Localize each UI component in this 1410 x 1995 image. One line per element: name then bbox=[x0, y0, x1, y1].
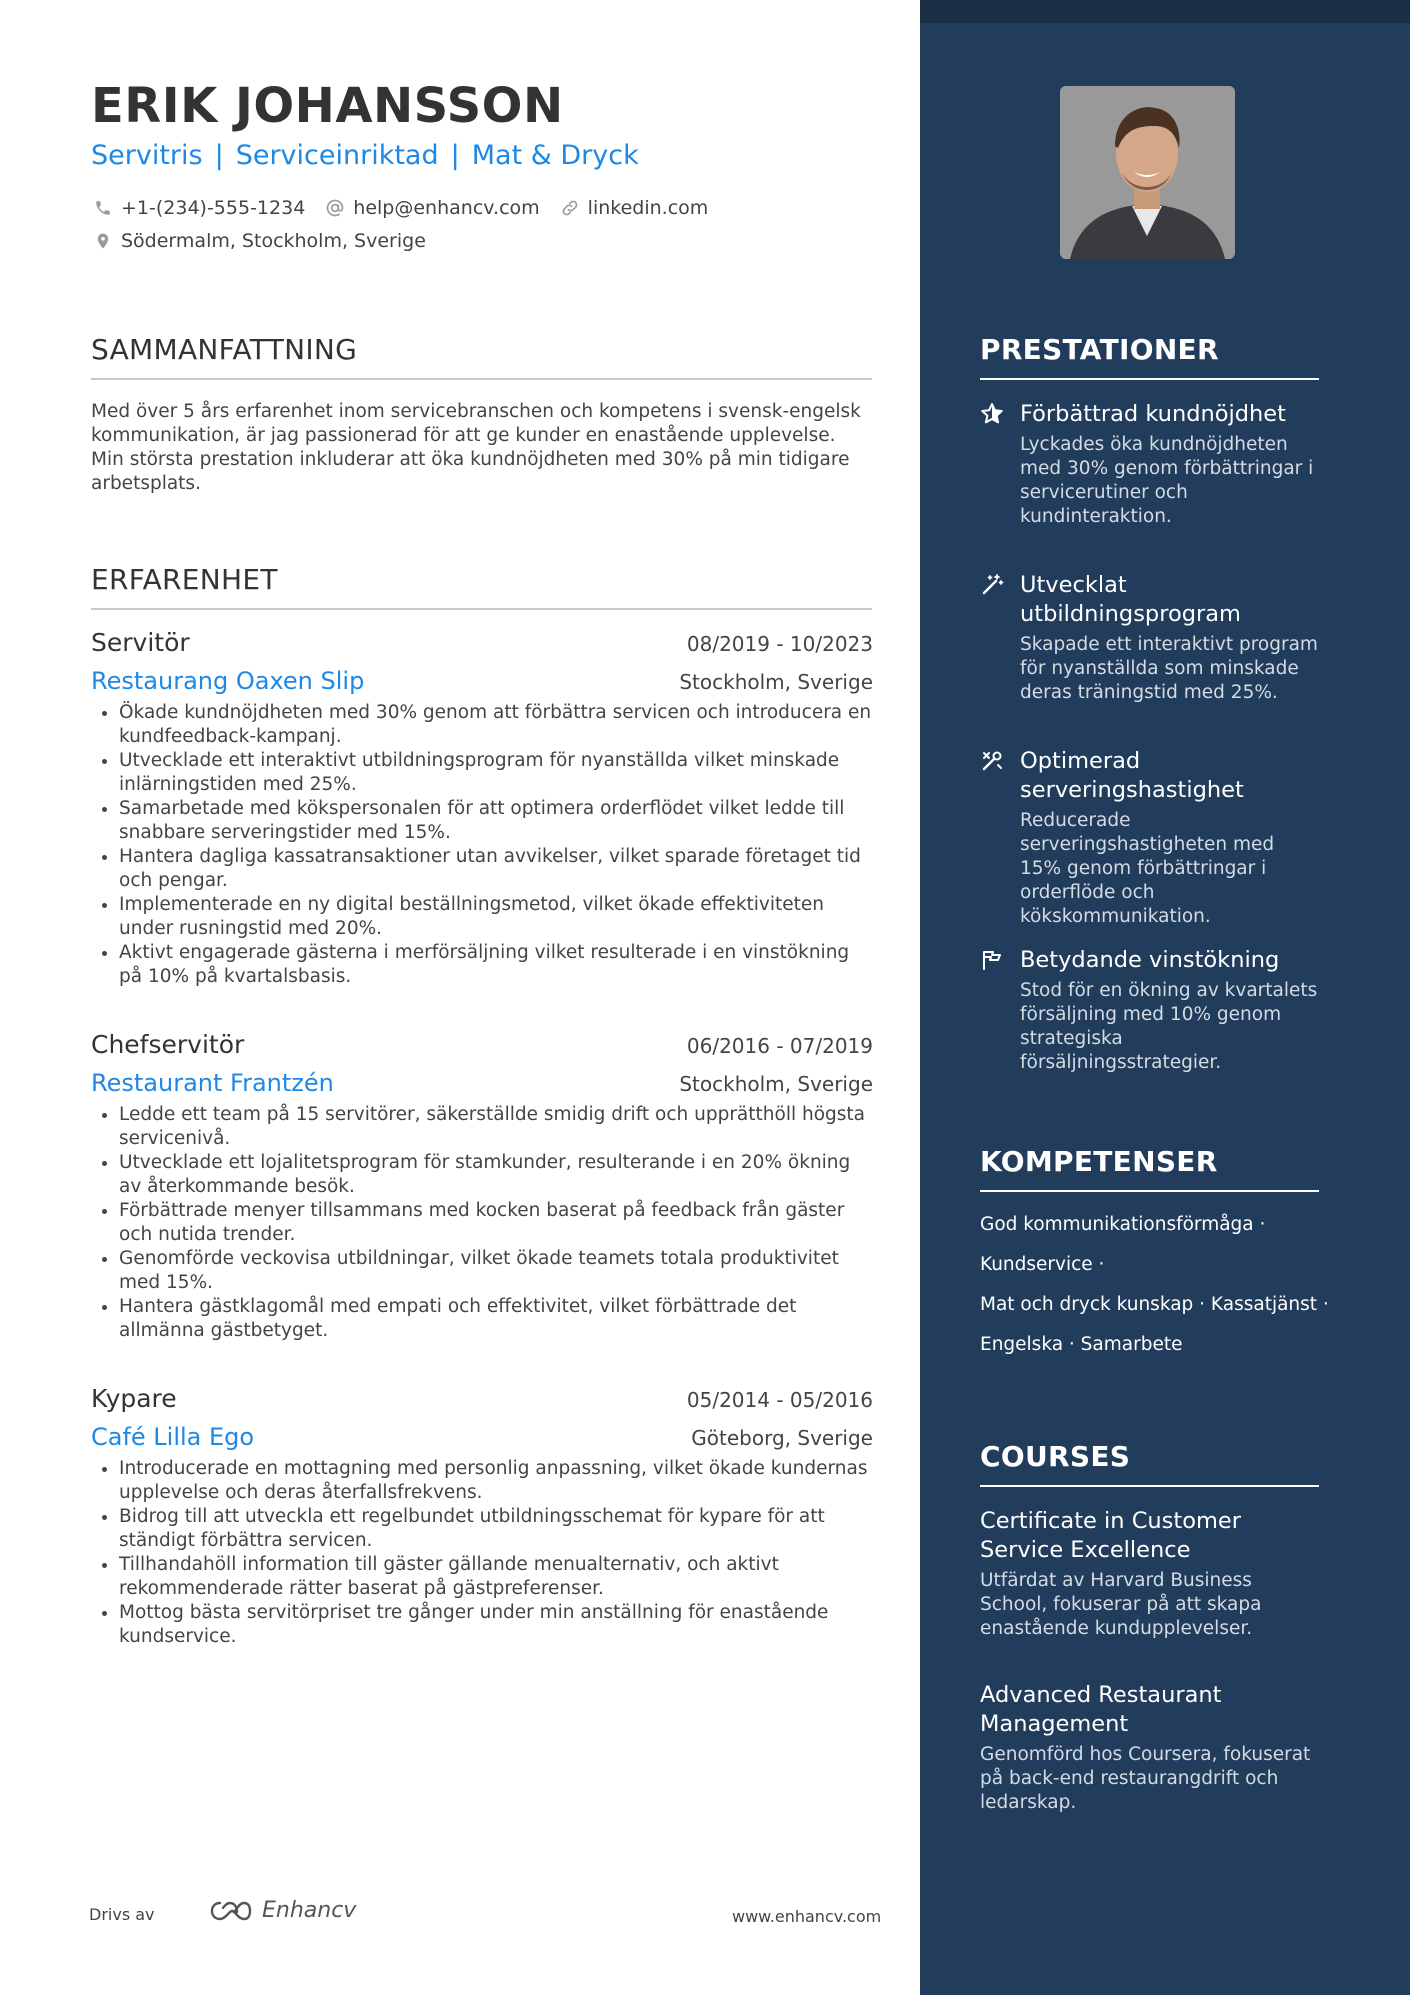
job-bullet: • Ökade kundnöjdheten med 30% genom att förbättra servicen och introducera en kundfeedback-kampanj. bbox=[119, 701, 873, 749]
job-bullet: • Introducerade en mottagning med personlig anpassning, vilket ökade kundernas upplevelse och deras återfallsfrekvens. bbox=[119, 1457, 873, 1505]
candidate-name: ERIK JOHANSSON bbox=[91, 78, 564, 134]
summary-text: Med över 5 års erfarenhet inom servicebranschen och kompetens i svensk-engelsk kommunikation, är jag passionerad för att ge kunder en enastående upplevelse. Min största prestation inkluderar att öka kundnöjdheten med 30% på min tidigare arbetsplats. bbox=[91, 401, 861, 494]
achievement-text: Lyckades öka kundnöjdheten med 30% genom förbättringar i servicerutiner och kundinteraktion. bbox=[1020, 434, 1314, 527]
achievement-title: Utvecklat utbildningsprogram bbox=[1020, 572, 1241, 627]
job-bullet: • Utvecklade ett lojalitetsprogram för stamkunder, resulterande i en 20% ökning av återkommande besök. bbox=[119, 1151, 873, 1199]
job-bullet: • Hantera dagliga kassatransaktioner utan avvikelser, vilket sparade företaget tid och pengar. bbox=[119, 845, 873, 893]
summary-divider bbox=[91, 378, 872, 380]
achievement-text: Skapade ett interaktivt program för nyanställda som minskade deras träningstid med 25%. bbox=[1020, 634, 1318, 703]
achievements-title: PRESTATIONER bbox=[980, 333, 1219, 366]
job-company[interactable]: Restaurant Frantzén bbox=[91, 1069, 334, 1097]
achievement-title: Förbättrad kundnöjdhet bbox=[1020, 401, 1286, 427]
job-dates: 06/2016 - 07/2019 bbox=[686, 1034, 873, 1058]
job-bullet: • Ledde ett team på 15 servitörer, säkerställde smidig drift och upprätthöll högsta servicenivå. bbox=[119, 1103, 873, 1151]
job-location: Göteborg, Sverige bbox=[691, 1426, 873, 1450]
role-2: Serviceinriktad bbox=[235, 140, 439, 171]
job-bullet: • Förbättrade menyer tillsammans med kocken baserat på feedback från gäster och nutida trender. bbox=[119, 1199, 873, 1247]
skill-line: Kundservice · bbox=[980, 1254, 1105, 1275]
location-row bbox=[93, 230, 446, 252]
phone-item[interactable] bbox=[93, 197, 305, 219]
skills-list bbox=[980, 1212, 1340, 1372]
skills-title: KOMPETENSER bbox=[980, 1145, 1218, 1178]
enhancv-logo[interactable] bbox=[208, 1898, 356, 1923]
achievement-text: Reducerade serveringshastigheten med 15% genom förbättringar i orderflöde och kökskommunikation. bbox=[1020, 810, 1275, 927]
job-bullet: • Implementerade en ny digital beställningsmetod, vilket ökade effektiviteten under rusningstid med 20%. bbox=[119, 893, 873, 941]
phone-text: +1-(234)-555-1234 bbox=[121, 197, 306, 219]
courses-title: COURSES bbox=[980, 1440, 1131, 1473]
job-bullets bbox=[91, 1103, 873, 1343]
course-item bbox=[980, 1681, 1320, 1815]
experience-divider bbox=[91, 608, 872, 610]
role-tagline bbox=[91, 140, 639, 171]
linkedin-text: linkedin.com bbox=[587, 197, 709, 219]
skill-line: Mat och dryck kunskap · Kassatjänst · bbox=[980, 1294, 1329, 1315]
job-bullet: • Genomförde veckovisa utbildningar, vilket ökade teamets totala produktivitet med 15%. bbox=[119, 1247, 873, 1295]
job-company[interactable]: Restaurang Oaxen Slip bbox=[91, 667, 365, 695]
job-bullet: • Tillhandahöll information till gäster gällande menualternativ, och aktivt rekommenderade rätter baserat på gästpreferenser. bbox=[119, 1553, 873, 1601]
job-dates: 08/2019 - 10/2023 bbox=[686, 632, 873, 656]
magic-wand-icon bbox=[980, 573, 1006, 599]
email-item[interactable] bbox=[325, 197, 539, 219]
role-3: Mat & Dryck bbox=[471, 140, 639, 171]
contact-row bbox=[93, 197, 728, 219]
job-bullet: • Aktivt engagerade gästerna i merförsäljning vilket resulterade i en vinstökning på 10% på kvartalsbasis. bbox=[119, 941, 873, 989]
job-title: Servitör bbox=[91, 628, 190, 657]
course-item bbox=[980, 1507, 1320, 1641]
job-bullets bbox=[91, 701, 873, 989]
role-1: Servitris bbox=[91, 140, 203, 171]
location-pin-icon bbox=[93, 231, 113, 251]
job-bullet: • Bidrog till att utveckla ett regelbundet utbildningsschemat för kypare för att ständigt förbättra servicen. bbox=[119, 1505, 873, 1553]
tools-icon bbox=[980, 749, 1006, 775]
summary-title: SAMMANFATTNING bbox=[91, 333, 358, 366]
achievement-item bbox=[980, 571, 1320, 705]
job-title: Chefservitör bbox=[91, 1030, 245, 1059]
job-entry bbox=[91, 1384, 873, 1649]
achievements-divider bbox=[980, 378, 1319, 380]
job-bullets bbox=[91, 1457, 873, 1649]
email-text: help@enhancv.com bbox=[353, 197, 540, 219]
job-bullet: • Mottog bästa servitörpriset tre gånger under min anställning för enastående kundservice. bbox=[119, 1601, 873, 1649]
job-entry bbox=[91, 1030, 873, 1343]
achievement-item bbox=[980, 747, 1320, 929]
profile-photo bbox=[1060, 86, 1235, 259]
job-bullet: • Hantera gästklagomål med empati och effektivitet, vilket förbättrade det allmänna gästbetyget. bbox=[119, 1295, 873, 1343]
achievement-title: Optimerad serveringshastighet bbox=[1020, 748, 1244, 803]
job-title: Kypare bbox=[91, 1384, 177, 1413]
job-bullet: • Samarbetade med kökspersonalen för att optimera orderflödet vilket ledde till snabbare serveringstider med 15%. bbox=[119, 797, 873, 845]
job-location: Stockholm, Sverige bbox=[679, 670, 873, 694]
infinity-icon bbox=[208, 1899, 254, 1923]
achievement-item bbox=[980, 946, 1320, 1075]
achievement-text: Stod för en ökning av kvartalets försäljning med 10% genom strategiska försäljningsstrategier. bbox=[1020, 980, 1318, 1073]
job-location: Stockholm, Sverige bbox=[679, 1072, 873, 1096]
experience-title: ERFARENHET bbox=[91, 563, 278, 596]
job-dates: 05/2014 - 05/2016 bbox=[686, 1388, 873, 1412]
job-entry bbox=[91, 628, 873, 989]
skill-line: Engelska · Samarbete bbox=[980, 1334, 1183, 1355]
location-text: Södermalm, Stockholm, Sverige bbox=[121, 230, 426, 252]
course-text: Genomförd hos Coursera, fokuserat på back-end restaurangdrift och ledarskap. bbox=[980, 1744, 1311, 1813]
star-icon bbox=[980, 402, 1006, 428]
role-separator: | bbox=[214, 140, 224, 171]
role-separator: | bbox=[450, 140, 460, 171]
course-title: Certificate in Customer Service Excellence bbox=[980, 1508, 1241, 1563]
footer-url[interactable]: www.enhancv.com bbox=[732, 1907, 882, 1926]
job-bullet: • Utvecklade ett interaktivt utbildningsprogram för nyanställda vilket minskade inlärningstiden med 25%. bbox=[119, 749, 873, 797]
job-company[interactable]: Café Lilla Ego bbox=[91, 1423, 255, 1451]
brand-name: Enhancv bbox=[262, 1898, 357, 1923]
skill-line: God kommunikationsförmåga · bbox=[980, 1214, 1266, 1235]
powered-by-label: Drivs av bbox=[89, 1905, 155, 1924]
location-item bbox=[93, 230, 426, 252]
skills-divider bbox=[980, 1190, 1319, 1192]
course-text: Utfärdat av Harvard Business School, fokuserar på att skapa enastående kundupplevelser. bbox=[980, 1570, 1262, 1639]
linkedin-item[interactable] bbox=[560, 197, 709, 219]
achievement-item bbox=[980, 400, 1320, 529]
courses-divider bbox=[980, 1485, 1319, 1487]
course-title: Advanced Restaurant Management bbox=[980, 1682, 1222, 1737]
flag-icon bbox=[980, 948, 1006, 974]
achievement-title: Betydande vinstökning bbox=[1020, 947, 1280, 973]
at-icon bbox=[325, 198, 345, 218]
sidebar-top-bar bbox=[920, 0, 1410, 23]
phone-icon bbox=[93, 198, 113, 218]
link-icon bbox=[560, 198, 580, 218]
